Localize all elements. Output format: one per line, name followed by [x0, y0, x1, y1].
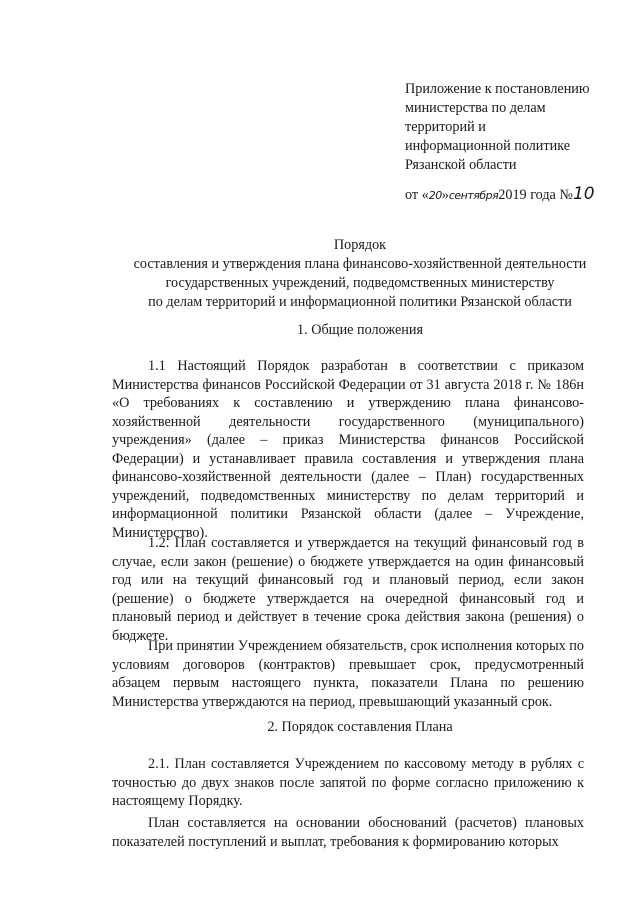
handwritten-number: 10	[572, 184, 595, 204]
decree-date-line	[405, 184, 595, 204]
handwritten-day: 20	[428, 189, 442, 202]
approval-line: территорий и	[405, 119, 486, 135]
title-line: по делам территорий и информационной политики Рязанской области	[148, 294, 572, 310]
title-line: государственных учреждений, подведомственных министерству	[165, 275, 555, 291]
title-heading: Порядок	[333, 237, 387, 253]
title-line: составления и утверждения плана финансово-хозяйственной деятельности	[133, 256, 587, 272]
approval-block	[405, 80, 620, 175]
paragraph: 1.1 Настоящий Порядок разработан в соответствии с приказом Министерства финансов Российской Федерации от 31 августа 2018 г. № 186н «О требованиях к составлению и утверждению плана финансово-хозяйственной деятельности государственного (муниципального) учреждения» (далее – приказ Министерства финансов Российской Федерации) и устанавливает правила составления и утверждения плана финансово-хозяйственной деятельности (далее – План) государственных учреждений, подведомственных министерству по делам территорий и информационной политики Рязанской области (далее – Учреждение, Министерство).	[112, 358, 584, 541]
paragraph: 2.1. План составляется Учреждением по кассовому методу в рублях с точностью до двух знаков после запятой по форме согласно приложению к настоящему Порядку.	[112, 756, 584, 809]
approval-line: информационной политике	[405, 138, 571, 154]
date-prefix: от «	[405, 187, 429, 203]
date-separator: »	[441, 187, 449, 203]
paragraph: 1.2. План составляется и утверждается на текущий финансовый год в случае, если закон (решение) о бюджете утверждается на один финансовый год или на текущий финансовый год и плановый период, если закон (решение) о бюджете утверждается на очередной финансовый год и плановый период и действует в течение срока действия закона (решения) о бюджете.	[112, 535, 584, 644]
document-title	[80, 236, 640, 312]
paragraph: При принятии Учреждением обязательств, срок исполнения которых по условиям договоров (контрактов) превышает срок, предусмотренный абзацем первым настоящего пункта, показатели Плана по решению Министерства утверждаются на период, превышающий указанный срок.	[112, 638, 584, 710]
section-title: 1. Общие положения	[297, 322, 423, 338]
approval-line: Приложение к постановлению	[405, 81, 590, 97]
approval-line: министерства по делам	[405, 100, 546, 116]
date-year: 2019 года №	[498, 187, 573, 203]
approval-line: Рязанской области	[405, 157, 517, 173]
section-title: 2. Порядок составления Плана	[267, 719, 453, 735]
paragraph: План составляется на основании обоснований (расчетов) плановых показателей поступлений и выплат, требования к формированию которых	[112, 815, 584, 850]
handwritten-month: сентября	[448, 189, 499, 202]
